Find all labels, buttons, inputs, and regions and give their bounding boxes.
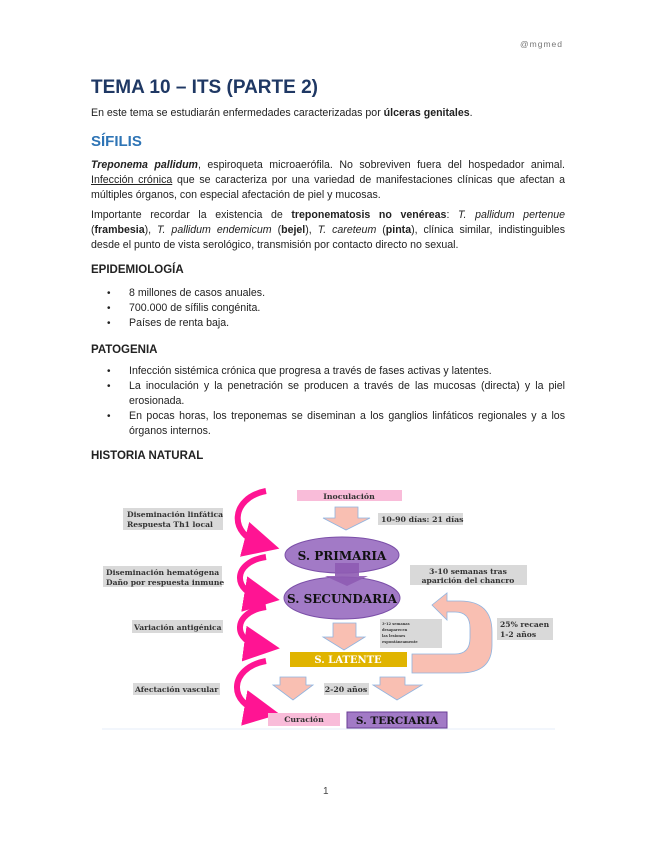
label-diseminacion-hematogena: Diseminación hematógena: [106, 568, 220, 577]
intro-paragraph: En este tema se estudiarán enfermedades caracterizadas por úlceras genitales.: [91, 107, 473, 119]
down-arrow-icon: [323, 623, 365, 650]
label-afectacion-vascular: Afectación vascular: [135, 685, 219, 694]
desaparecen-line: espontáneamente: [382, 640, 418, 644]
paragraph-treponematosis: Importante recordar la existencia de treponematosis no venéreas: T. pallidum pertenue (frambesia), T. pallidum endemicum (bejel), T. careteum (pinta), clínica similar, indistinguibles desde el punto de vista serológico, transmisión por contacto directo no sexual.: [91, 209, 565, 251]
label-variacion-antigenica: Variación antigénica: [134, 623, 222, 632]
primaria-label: S. PRIMARIA: [297, 549, 387, 563]
semanas-tras-line: 3-10 semanas tras: [429, 567, 507, 576]
page-title: TEMA 10 – ITS (PARTE 2): [91, 77, 318, 98]
section-heading-sifilis: SÍFILIS: [91, 133, 142, 150]
magenta-arrows: [237, 491, 266, 711]
recaen-line: 25% recaen: [500, 620, 550, 629]
down-arrow-icon: [373, 677, 422, 700]
list-item: • Países de renta baja.: [91, 316, 565, 331]
page-number: 1: [323, 786, 329, 797]
semanas-tras-line: aparición del chancro: [421, 576, 515, 585]
inoculacion-label: Inoculación: [323, 492, 375, 501]
list-item: • 8 millones de casos anuales.: [91, 286, 565, 301]
desaparecen-line: 3-12 semanas: [382, 622, 410, 626]
paragraph-treponema: Treponema pallidum, espiroqueta microaerófila. No sobreviven fuera del hospedador animal. Infección crónica que se caracteriza por una variedad de manifestaciones clínicas que afectan a múltiples órganos, con especial afectación de piel y mucosas.: [91, 159, 566, 201]
curved-arrow-icon: [238, 491, 266, 544]
recaen-line: 1-2 años: [500, 630, 537, 639]
desaparecen-line: desaparecen: [382, 628, 408, 632]
list-item: • La inoculación y la penetración se producen a través de las mucosas (directa) y la piel erosionada.: [91, 379, 565, 409]
anos-label: 2-20 años: [324, 685, 368, 694]
curved-arrow-icon: [240, 607, 266, 646]
heading-historia-natural: HISTORIA NATURAL: [91, 450, 204, 462]
curved-arrow-icon: [240, 557, 266, 597]
desaparecen-line: las lesiones: [382, 634, 406, 638]
heading-patogenia: PATOGENIA: [91, 344, 158, 356]
author-header: @mgmed: [520, 39, 563, 49]
list-item: • 700.000 de sífilis congénita.: [91, 301, 565, 316]
list-item: • En pocas horas, los treponemas se diseminan a los ganglios linfáticos regionales y a los órganos internos.: [91, 409, 565, 439]
terciaria-label: S. TERCIARIA: [355, 715, 439, 727]
down-arrow-icon: [273, 677, 313, 700]
latente-label: S. LATENTE: [314, 655, 382, 666]
down-arrow-icon: [323, 507, 370, 530]
curacion-label: Curación: [284, 715, 324, 724]
list-item: • Infección sistémica crónica que progresa a través de fases activas y latentes.: [91, 364, 565, 379]
curved-arrow-icon: [237, 661, 266, 711]
label-dano-inmune: Daño por respuesta inmune: [106, 578, 225, 587]
secundaria-label: S. SECUNDARIA: [286, 592, 398, 606]
dias-label: 10-90 días: 21 días: [381, 515, 464, 524]
label-diseminacion-linfatica: Diseminación linfática: [127, 510, 224, 519]
label-respuesta-th1: Respuesta Th1 local: [127, 520, 213, 529]
heading-epidemiologia: EPIDEMIOLOGÍA: [91, 264, 184, 276]
